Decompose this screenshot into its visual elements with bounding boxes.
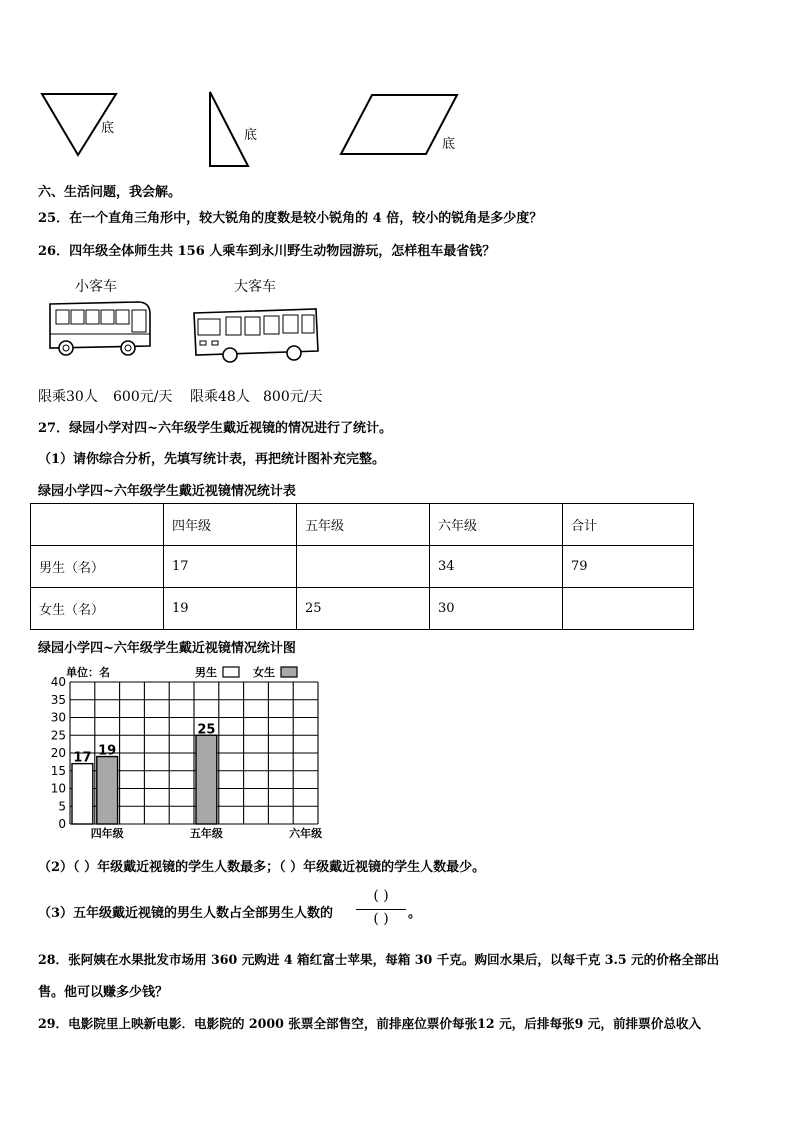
table-cell: 19 [164,588,297,630]
y-tick-label: 35 [50,692,66,707]
table-row [31,588,694,630]
table-cell: 79 [563,546,694,588]
question-27: 27．绿园小学对四~六年级学生戴近视镜的情况进行了统计。 [38,421,392,436]
y-tick-label: 15 [50,763,66,778]
table-title: 绿园小学四~六年级学生戴近视镜情况统计表 [38,484,296,499]
table-cell[interactable] [297,546,430,588]
table-cell: 男生（名） [31,546,164,588]
fraction-bar [356,909,406,910]
question-29: 29．电影院里上映新电影．电影院的 2000 张票全部售空，前排座位票价每张12 元，后排每张9 元，前排票价总收入 [38,1016,702,1031]
small-bus-image [46,298,154,360]
triangle-base-label: 底 [101,121,115,136]
right-triangle-shape [210,92,248,166]
big-bus-capacity: 限乘48人 [190,389,250,405]
question-26: 26．四年级全体师生共 156 人乘车到永川野生动物园游玩，怎样租车最省钱？ [38,244,496,259]
statistics-table [30,503,694,630]
answer-fraction[interactable] [356,886,406,932]
chart-legend [66,665,297,679]
table-header-cell: 五年级 [297,504,430,546]
section-6-title: 六、生活问题，我会解。 [38,185,182,200]
table-cell: 17 [164,546,297,588]
y-tick-label: 10 [50,781,66,796]
table-cell[interactable] [563,588,694,630]
table-header-row [31,504,694,546]
unit-label: 单位：名 [66,666,110,679]
table-cell: 25 [297,588,430,630]
fraction-denominator: ( ) [373,911,389,927]
bar-男生-四年级 [72,764,93,824]
bar-女生-四年级 [97,757,118,824]
x-tick-label: 五年级 [189,827,223,840]
big-bus-price: 800元/天 [263,389,323,405]
parallelogram-base-label: 底 [442,137,456,152]
y-tick-label: 40 [50,675,66,689]
big-bus-name: 大客车 [234,279,276,295]
question-28-line-1: 28．张阿姨在水果批发市场用 360 元购进 4 箱红富士苹果，每箱 30 千克。购回水果后，以每千克 3.5 元的价格全部出 [38,952,720,967]
question-27-part-3-end: 。 [408,906,422,921]
table-cell: 30 [430,588,563,630]
y-axis-ticks [51,675,66,831]
question-28-line-2: 售。他可以赚多少钱？ [38,985,169,1000]
x-tick-label: 四年级 [90,827,124,840]
table-cell: 女生（名） [31,588,164,630]
shapes-row [0,80,794,175]
fraction-numerator: ( ) [373,888,389,904]
question-27-part-3: （3）五年级戴近视镜的男生人数占全部男生人数的 [38,906,334,921]
table-cell: 34 [430,546,563,588]
bar-女生-五年级 [196,735,217,824]
y-tick-label: 30 [50,710,66,725]
table-header-cell: 合计 [563,504,694,546]
bar-value-label: 17 [73,750,92,766]
legend-swatch-女生 [281,667,297,677]
question-25: 25．在一个直角三角形中，较大锐角的度数是较小锐角的 4 倍，较小的锐角是多少度？ [38,211,543,226]
bar-value-label: 25 [197,722,216,738]
legend-label-男生: 男生 [195,666,217,679]
chart-title: 绿园小学四~六年级学生戴近视镜情况统计图 [38,641,296,656]
x-tick-label: 六年级 [289,827,323,840]
small-bus-price: 600元/天 [113,389,173,405]
big-bus-image [190,305,324,365]
y-tick-label: 25 [50,728,66,743]
right-triangle-base-label: 底 [244,128,258,143]
y-tick-label: 0 [58,817,66,831]
table-row [31,546,694,588]
legend-label-女生: 女生 [253,666,275,679]
question-27-part-2: （2）（ ）年级戴近视镜的学生人数最多；（ ）年级戴近视镜的学生人数最少。 [38,860,486,875]
table-header-cell: 四年级 [164,504,297,546]
table-header-cell: 六年级 [430,504,563,546]
small-bus-name: 小客车 [75,279,117,295]
bar-value-label: 19 [98,743,117,759]
y-tick-label: 20 [50,746,66,760]
y-tick-label: 5 [58,799,66,814]
small-bus-capacity: 限乘30人 [38,389,98,405]
parallelogram-shape [341,95,457,154]
question-27-part-1: （1）请你综合分析，先填写统计表，再把统计图补充完整。 [38,452,386,467]
table-header-cell [31,504,164,546]
x-axis-labels [91,826,322,840]
bar-chart [30,662,330,842]
legend-swatch-男生 [223,667,239,677]
